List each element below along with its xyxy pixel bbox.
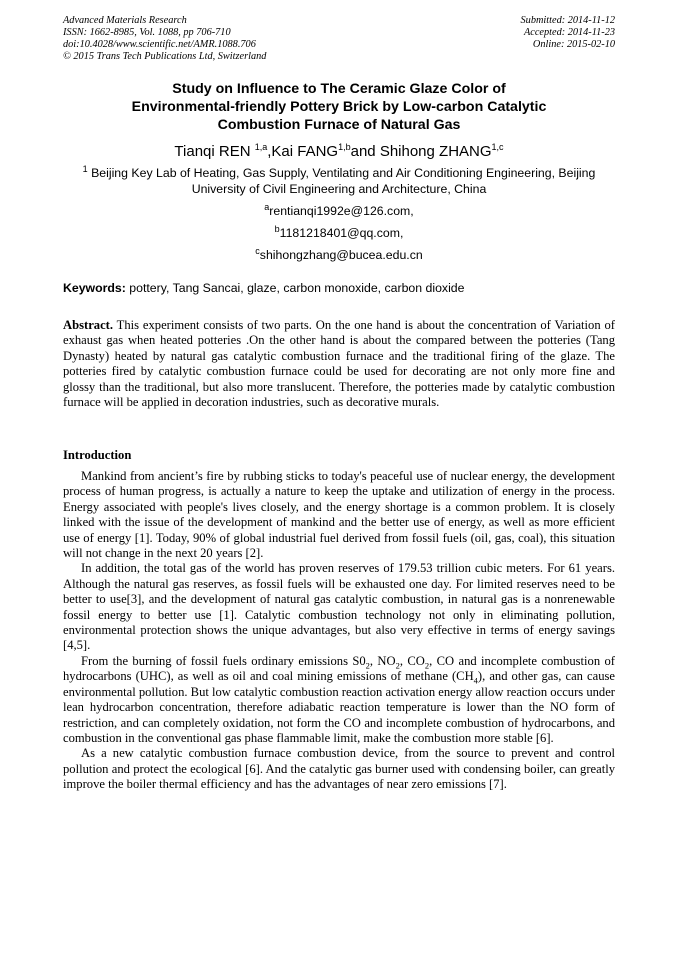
author-1-marker: 1,a xyxy=(254,142,268,152)
p3-sub-3: 2 xyxy=(424,660,430,671)
affiliation-marker: 1 xyxy=(82,163,88,174)
p3-sub-4: 4 xyxy=(473,675,478,686)
section-heading-introduction: Introduction xyxy=(63,448,132,462)
p3-text-c: , CO xyxy=(399,653,425,668)
p3-text-d: , CO and incomplete combustion of hydrocarbons (UHC), as well as oil and coal mining emissions of methane (CH xyxy=(63,653,615,684)
p3-sub-2: 2 xyxy=(395,660,400,671)
journal-copyright: © 2015 Trans Tech Publications Ltd, Switzerland xyxy=(63,51,267,62)
date-submitted: Submitted: 2014-11-12 xyxy=(520,15,615,26)
introduction-body xyxy=(63,469,615,793)
author-2-marker: 1,b xyxy=(338,142,351,152)
journal-info xyxy=(63,15,266,63)
author-3: and Shihong ZHANG xyxy=(350,143,492,160)
intro-paragraph-1: Mankind from ancient’s fire by rubbing sticks to today's peaceful use of nuclear energy, the development process of human progress, is actually a nature to keep the uptake and utilization of energy in the process. Energy associated with people's lives closely, and the energy shortage is a common problem. It is closely linked with the issue of the development of mankind and the better use of energy, as well as more efficient use of energy [1]. Today, 90% of global industrial fuel derived from fossil fuels (oil, gas, coal), this situation will not change in the next 20 years [2]. xyxy=(63,469,615,561)
journal-doi: doi:10.4028/www.scientific.net/AMR.1088.706 xyxy=(63,39,256,50)
title-line-2: Environmental-friendly Pottery Brick by Low-carbon Catalytic xyxy=(131,99,547,115)
date-accepted: Accepted: 2014-11-23 xyxy=(523,27,615,38)
paper-title xyxy=(63,80,615,134)
keywords-text: pottery, Tang Sancai, glaze, carbon monoxide, carbon dioxide xyxy=(125,281,465,295)
publication-dates xyxy=(521,15,615,51)
affiliation-line-1: Beijing Key Lab of Heating, Gas Supply, Ventilating and Air Conditioning Engineering, Beijing xyxy=(87,166,596,180)
p3-sub-1: 2 xyxy=(365,660,370,671)
email-c-address: shihongzhang@bucea.edu.cn xyxy=(259,248,423,262)
email-a xyxy=(63,201,615,219)
journal-name: Advanced Materials Research xyxy=(63,15,187,26)
author-list xyxy=(63,142,615,162)
email-b-marker: b xyxy=(274,223,280,234)
intro-paragraph-2: In addition, the total gas of the world has proven reserves of 179.53 trillion cubic meters. For 61 years. Although the natural gas reserves, as fossil fuels will be exhausted one day. For limited reserves need to be better to use[3], and the development of natural gas catalytic combustion, in natural gas is a nonrenewable fossil energy to better use [1]. Catalytic combustion technology not only in eliminating pollution, environmental protection shows the unique advantages, but also very effective in terms of energy savings [4,5]. xyxy=(63,561,615,653)
title-line-3: Combustion Furnace of Natural Gas xyxy=(217,117,461,133)
keywords-label: Keywords: xyxy=(63,281,126,295)
author-1: Tianqi REN xyxy=(174,143,255,160)
journal-issn: ISSN: 1662-8985, Vol. 1088, pp 706-710 xyxy=(63,27,231,38)
email-a-address: rentianqi1992e@126.com, xyxy=(269,204,414,218)
intro-paragraph-3 xyxy=(63,654,615,746)
email-a-marker: a xyxy=(264,201,270,212)
email-c-marker: c xyxy=(255,245,260,256)
title-line-1: Study on Influence to The Ceramic Glaze Color of xyxy=(172,81,506,97)
affiliation-line-2: University of Civil Engineering and Architecture, China xyxy=(191,181,487,196)
p3-text-a: From the burning of fossil fuels ordinary emissions S0 xyxy=(81,653,366,668)
author-2: ,Kai FANG xyxy=(267,143,339,160)
abstract xyxy=(63,318,615,410)
keywords xyxy=(63,281,615,296)
p3-text-b: , NO xyxy=(369,653,396,668)
email-b xyxy=(63,223,615,241)
email-b-address: 1181218401@qq.com, xyxy=(279,226,404,240)
date-online: Online: 2015-02-10 xyxy=(532,39,615,50)
intro-paragraph-4: As a new catalytic combustion furnace combustion device, from the source to prevent and control pollution and protect the ecological [6]. And the catalytic gas burner used with condensing boiler, can greatly improve the boiler thermal efficiency and has the advantages of near zero emissions [7]. xyxy=(63,746,615,792)
abstract-text: This experiment consists of two parts. On the one hand is about the concentration of Variation of exhaust gas when heated potteries .On the other hand is about the compared between the potteries (Tang Dynasty) heated by natural gas catalytic combustion furnace and the traditional firing of the glaze. The potteries fired by catalytic combustion furnace could be used for decorating are not only more fine and glossy than the traditional, but also more translucent. Therefore, the potteries made by catalytic combustion furnace will be applied in decoration industries, such as decorative murals. xyxy=(63,318,615,410)
email-c xyxy=(63,245,615,263)
affiliation xyxy=(63,163,615,197)
p3-text-e: ), and other gas, can cause environmental pollution. But low catalytic combustion reaction activation energy allow reaction occurs under lean hydrocarbon concentration, therefore adiabatic reaction temperature is lower than the NO form of restriction, and can completely oxidation, not form the CO and incomplete combustion of hydrocarbons, and combustion in the conventional gas phase flammable limit, make the combustion more stable [6]. xyxy=(63,669,615,745)
author-3-marker: 1,c xyxy=(491,142,504,152)
abstract-label: Abstract. xyxy=(63,318,114,332)
